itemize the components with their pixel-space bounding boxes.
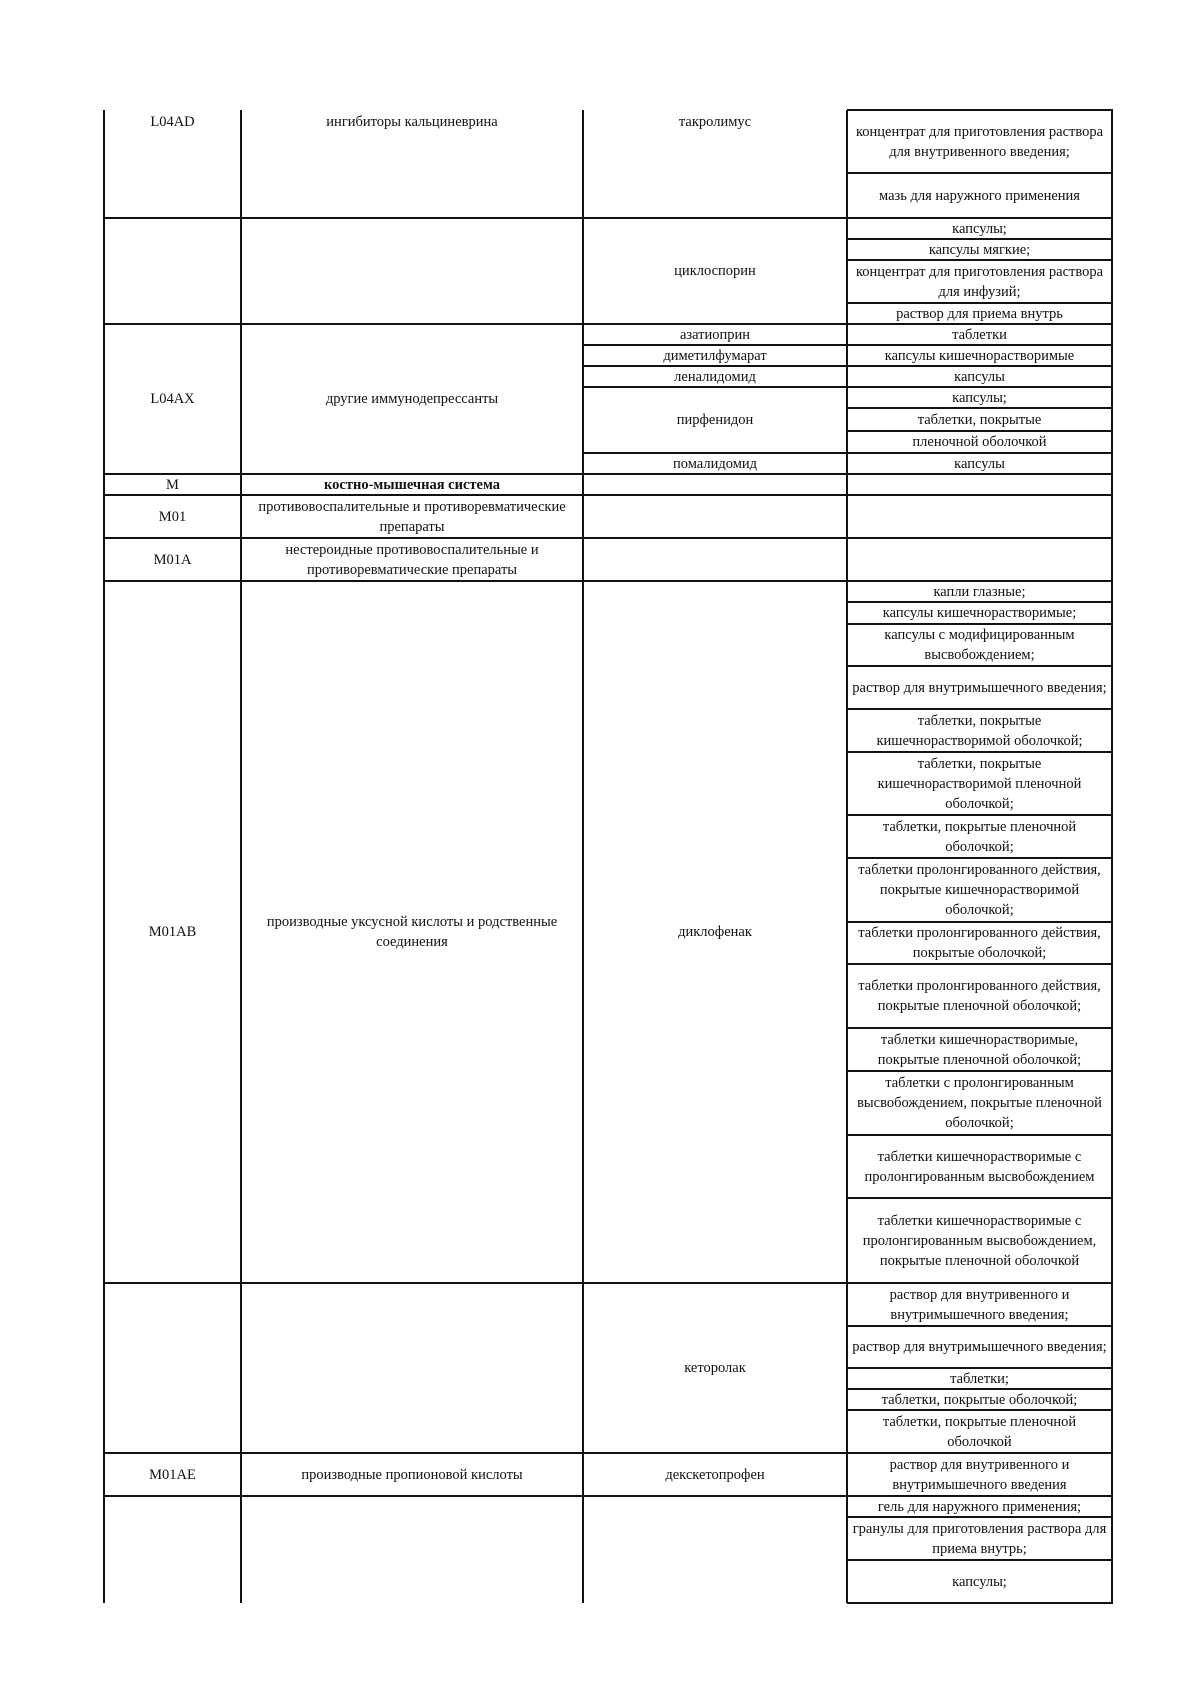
dosage-form: капсулы bbox=[954, 368, 1005, 385]
dosage-form: таблетки кишечнорастворимые с пролонгированным высвобождением bbox=[864, 1148, 1095, 1185]
drug-name: леналидомид bbox=[674, 368, 756, 385]
atc-code: L04AD bbox=[150, 114, 195, 130]
dosage-form: таблетки пролонгированного действия, покрытые пленочной оболочкой; bbox=[858, 978, 1101, 1014]
drug-name: декскетопрофен bbox=[665, 1466, 765, 1483]
dosage-form: раствор для внутримышечного введения; bbox=[852, 679, 1107, 696]
drug-name: помалидомид bbox=[672, 455, 758, 472]
drug-name: пирфенидон bbox=[676, 412, 754, 428]
dosage-form: таблетки, покрытые пленочной оболочкой; bbox=[882, 818, 1077, 855]
dosage-form: концентрат для приготовления раствора для внутривенного введения; bbox=[855, 123, 1104, 160]
dosage-form: гель для наружного применения; bbox=[877, 1498, 1082, 1515]
dosage-form: капсулы кишечнорастворимые; bbox=[882, 605, 1077, 621]
dosage-form: мазь для наружного применения bbox=[879, 187, 1080, 204]
dosage-form: таблетки bbox=[952, 326, 1007, 343]
atc-group: ингибиторы кальциневрина bbox=[326, 114, 498, 130]
dosage-form: раствор для внутривенного и внутримышечного введения; bbox=[889, 1286, 1070, 1323]
dosage-form: таблетки кишечнорастворимые с пролонгированным высвобождением, покрытые пленочной оболочкой bbox=[862, 1212, 1097, 1269]
dosage-form: капсулы; bbox=[952, 1573, 1007, 1590]
atc-group: производные пропионовой кислоты bbox=[301, 1466, 523, 1483]
atc-group: нестероидные противовоспалительные и противоревматические препараты bbox=[285, 541, 539, 578]
drug-name: такролимус bbox=[678, 114, 752, 130]
dosage-form: капсулы кишечнорастворимые bbox=[884, 347, 1075, 364]
dosage-form: концентрат для приготовления раствора для инфузий; bbox=[855, 263, 1104, 300]
dosage-form: раствор для приема внутрь bbox=[896, 305, 1063, 322]
atc-group: другие иммунодепрессанты bbox=[325, 391, 499, 407]
atc-code: M bbox=[166, 476, 179, 493]
atc-code: M01A bbox=[153, 551, 192, 568]
dosage-form: таблетки; bbox=[950, 1370, 1009, 1387]
drug-name: кеторолак bbox=[684, 1360, 746, 1376]
drug-name: циклоспорин bbox=[674, 263, 756, 279]
atc-group-heading: костно-мышечная система bbox=[324, 476, 500, 493]
dosage-form: пленочной оболочкой bbox=[912, 434, 1047, 450]
dosage-form: таблетки, покрытые оболочкой; bbox=[881, 1391, 1078, 1408]
dosage-form: капсулы с модифицированным высвобождением; bbox=[884, 627, 1075, 663]
atc-code: L04AX bbox=[150, 391, 195, 407]
dosage-form: капсулы; bbox=[952, 389, 1007, 406]
atc-group: противовоспалительные и противоревматические препараты bbox=[258, 498, 566, 535]
atc-code: M01 bbox=[158, 508, 187, 525]
dosage-form: таблетки пролонгированного действия, покрытые оболочкой; bbox=[858, 925, 1101, 961]
dosage-form: таблетки с пролонгированным высвобождением, покрытые пленочной оболочкой; bbox=[857, 1075, 1102, 1131]
dosage-form: капсулы bbox=[954, 455, 1005, 472]
dosage-form: раствор для внутримышечного введения; bbox=[852, 1339, 1107, 1355]
dosage-form: таблетки, покрытые bbox=[917, 411, 1042, 428]
dosage-form: таблетки пролонгированного действия, покрытые кишечнорастворимой оболочкой; bbox=[858, 862, 1101, 918]
atc-code: M01AE bbox=[149, 1466, 196, 1483]
dosage-form: капли глазные; bbox=[933, 583, 1026, 600]
dosage-form: гранулы для приготовления раствора для приема внутрь; bbox=[852, 1520, 1107, 1557]
dosage-form: таблетки, покрытые кишечнорастворимой оболочкой; bbox=[876, 712, 1083, 749]
dosage-form: таблетки, покрытые пленочной оболочкой bbox=[882, 1413, 1077, 1450]
drug-name: азатиоприн bbox=[679, 326, 751, 343]
dosage-form: раствор для внутривенного и внутримышечного введения bbox=[889, 1456, 1070, 1493]
atc-code: M01AB bbox=[148, 924, 197, 940]
dosage-form: капсулы мягкие; bbox=[928, 241, 1031, 258]
atc-group: производные уксусной кислоты и родственные соединения bbox=[266, 914, 558, 950]
drug-name: диклофенак bbox=[678, 924, 752, 940]
dosage-form: капсулы; bbox=[952, 220, 1007, 237]
dosage-form: таблетки кишечнорастворимые, покрытые пленочной оболочкой; bbox=[877, 1031, 1082, 1068]
dosage-form: таблетки, покрытые кишечнорастворимой пленочной оболочкой; bbox=[877, 755, 1082, 812]
drug-name: диметилфумарат bbox=[663, 347, 767, 364]
